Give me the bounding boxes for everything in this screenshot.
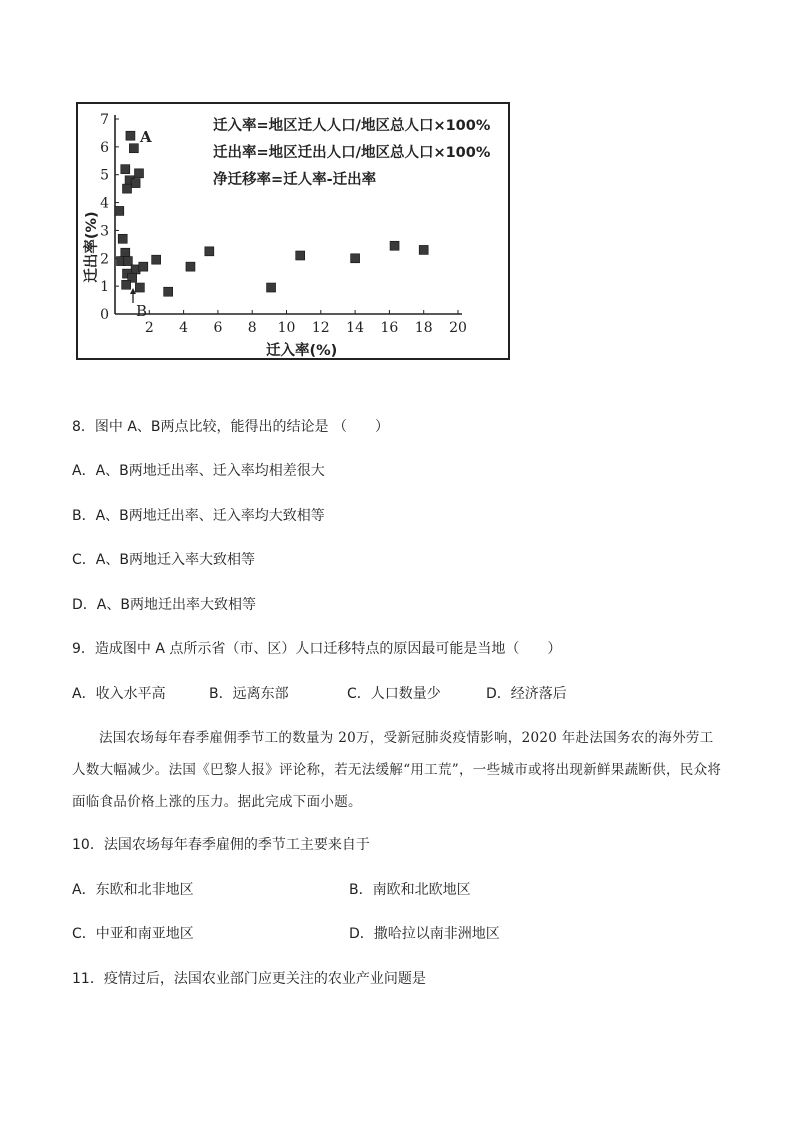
y-tick-label: 7 [100,112,109,128]
scatter-point [118,234,127,243]
y-tick-label: 5 [100,167,109,184]
formula-out-rate: 迁出率=地区迁出人口/地区总人口×100% [213,145,491,161]
q8-option-a[interactable]: A．A、B两地迁出率、迁入率均相差很大 [72,463,325,479]
y-tick-label: 6 [100,139,109,156]
x-tick-label: 16 [380,320,399,336]
q11-stem: 11．疫情过后，法国农业部门应更关注的农业产业问题是 [72,971,426,987]
scatter-point [164,287,173,296]
scatter-point [135,169,144,178]
y-tick-label: 0 [100,307,109,323]
x-tick-label: 20 [449,320,467,336]
scatter-point [205,247,214,256]
scatter-point [351,254,360,263]
q9-option-d[interactable]: D．经济落后 [486,686,567,702]
scatter-point [296,251,305,260]
y-tick-label: 2 [100,251,109,268]
x-tick-label: 12 [311,320,330,336]
q10-option-d[interactable]: D．撒哈拉以南非洲地区 [349,926,500,942]
y-tick-label: 4 [100,195,109,212]
x-tick-label: 4 [179,320,189,336]
x-axis-title: 迁入率(%) [266,343,338,359]
scatter-point [122,280,131,289]
x-tick-label: 2 [144,320,154,336]
x-tick-label: 14 [346,320,365,336]
scatter-point [390,241,399,250]
scatter-point [186,262,195,271]
scatter-point [152,255,161,264]
q10-option-c[interactable]: C．中亚和南亚地区 [72,926,194,942]
formula-net-rate: 净迁移率=迁人率-迁出率 [213,172,377,188]
scatter-point [419,245,428,254]
x-tick-label: 8 [247,320,257,336]
scatter-point [139,262,148,271]
q9-option-a[interactable]: A．收入水平高 [72,686,166,702]
x-tick-label: 10 [277,320,296,336]
y-tick-label: 1 [100,279,109,296]
scatter-point [123,184,132,193]
scatter-point [135,283,144,292]
q10-stem: 10．法国农场每年春季雇佣的季节工主要来自于 [72,837,370,853]
q10-option-a[interactable]: A．东欧和北非地区 [72,882,194,898]
scatter-point [121,248,130,257]
reading-passage: 法国农场每年春季雇佣季节工的数量为 20万，受新冠肺炎疫情影响，2020 年赴法国务农的海外劳工人数大幅减少。法国《巴黎人报》评论称，若无法缓解“用工荒”，一些城市或将出现新鲜果蔬断供，民众将面临食品价格上涨的压力。据此完成下面小题。 [72,730,722,810]
q10-option-b[interactable]: B．南欧和北欧地区 [349,882,471,898]
x-tick-label: 18 [414,320,433,336]
scatter-point [129,144,138,153]
q8-stem: 8．图中 A、B两点比较，能得出的结论是 （ ） [72,419,389,435]
y-axis-title: 迁出率(%) [84,211,100,283]
q9-stem: 9．造成图中 A 点所示省（市、区）人口迁移特点的原因最可能是当地（ ） [72,641,562,657]
scatter-point [115,206,124,215]
annotation-b: B [136,302,148,320]
q9-option-b[interactable]: B．远离东部 [209,686,289,702]
scatter-point [123,257,132,266]
formula-in-rate: 迁入率=地区迁人人口/地区总人口×100% [213,118,491,134]
x-tick-label: 6 [213,320,223,336]
q8-option-d[interactable]: D．A、B两地迁出率大致相等 [72,597,256,613]
q8-option-c[interactable]: C．A、B两地迁入率大致相等 [72,552,255,568]
q8-option-b[interactable]: B．A、B两地迁出率、迁入率均大致相等 [72,508,325,524]
scatter-point [267,283,276,292]
scatter-point [121,165,130,174]
q9-option-c[interactable]: C．人口数量少 [347,686,441,702]
y-tick-label: 3 [100,223,109,240]
annotation-a: A [140,128,152,146]
migration-scatter-chart [76,102,512,364]
scatter-point [131,179,140,188]
scatter-point [126,131,135,140]
